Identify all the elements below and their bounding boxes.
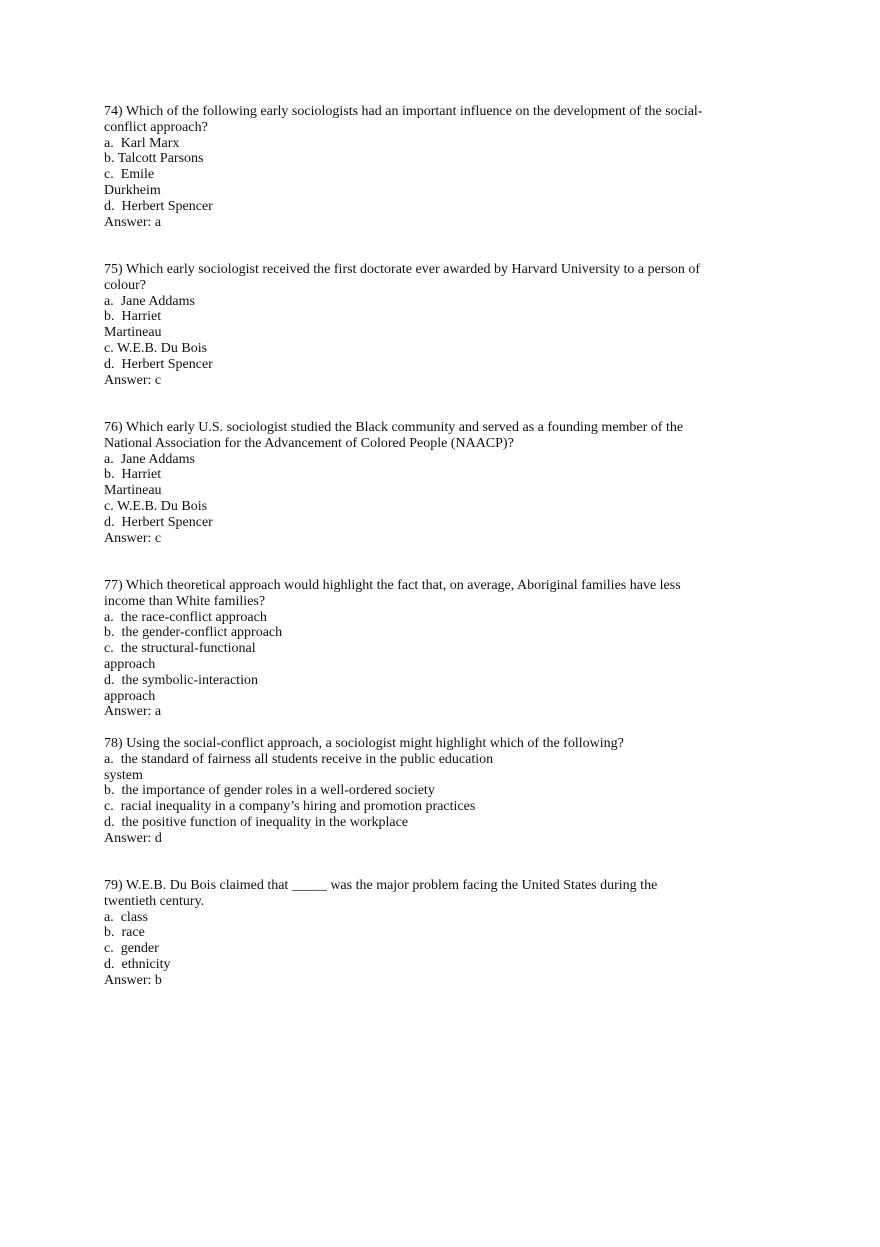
question-text: 76) Which early U.S. sociologist studied the Black community and served as a founding member of the [104,420,684,435]
question-text: National Association for the Advancement of Colored People (NAACP)? [104,435,514,451]
option-d: d. ethnicity [104,956,171,972]
option-a: a. Karl Marx [104,135,180,151]
question-text: twentieth century. [104,893,205,909]
question-74 [104,104,744,230]
option-d: d. Herbert Spencer [104,198,213,214]
option-c: c. W.E.B. Du Bois [104,498,208,514]
option-b: b. the importance of gender roles in a well-ordered society [104,783,435,799]
option-c-continued: approach [104,656,156,672]
option-d: d. Herbert Spencer [104,514,213,530]
answer: Answer: c [104,530,162,546]
option-b: b. race [104,925,145,941]
question-text: 77) Which theoretical approach would highlight the fact that, on average, Aboriginal families have less [104,578,681,593]
option-b-continued: Martineau [104,325,162,341]
answer: Answer: b [104,972,162,988]
question-78 [104,736,744,847]
option-c: c. W.E.B. Du Bois [104,340,208,356]
option-c: c. the structural-functional [104,641,256,657]
option-a: a. the standard of fairness all students receive in the public education [104,751,494,767]
option-c: c. Emile [104,167,155,183]
option-d: d. the symbolic-interaction [104,672,258,688]
option-b: b. Talcott Parsons [104,151,204,167]
question-76 [104,420,744,546]
option-d: d. Herbert Spencer [104,356,213,372]
question-text: 75) Which early sociologist received the first doctorate ever awarded by Harvard University to a person of [104,262,701,277]
question-text: 79) W.E.B. Du Bois claimed that _____ was the major problem facing the United States during the [104,878,658,893]
answer: Answer: a [104,214,162,230]
option-d: d. the positive function of inequality in the workplace [104,814,409,830]
question-79 [104,878,744,989]
answer: Answer: c [104,372,162,388]
option-a: a. class [104,909,148,925]
question-text: colour? [104,277,146,293]
option-b: b. Harriet [104,467,162,483]
option-a-continued: system [104,767,143,783]
option-b: b. the gender-conflict approach [104,625,283,641]
question-text: 78) Using the social-conflict approach, a sociologist might highlight which of the following? [104,736,624,751]
option-a: a. the race-conflict approach [104,609,267,625]
option-c: c. gender [104,941,159,957]
question-77 [104,578,744,720]
option-c: c. racial inequality in a company’s hiring and promotion practices [104,799,476,815]
question-75 [104,262,744,388]
option-a: a. Jane Addams [104,293,195,309]
option-c-continued: Durkheim [104,182,161,198]
question-text: 74) Which of the following early sociologists had an important influence on the development of the social- [104,104,703,119]
option-b: b. Harriet [104,309,162,325]
question-text: conflict approach? [104,119,208,135]
question-text: income than White families? [104,593,266,609]
option-a: a. Jane Addams [104,451,195,467]
option-b-continued: Martineau [104,483,162,499]
answer: Answer: d [104,830,162,846]
answer: Answer: a [104,704,162,720]
option-d-continued: approach [104,688,156,704]
